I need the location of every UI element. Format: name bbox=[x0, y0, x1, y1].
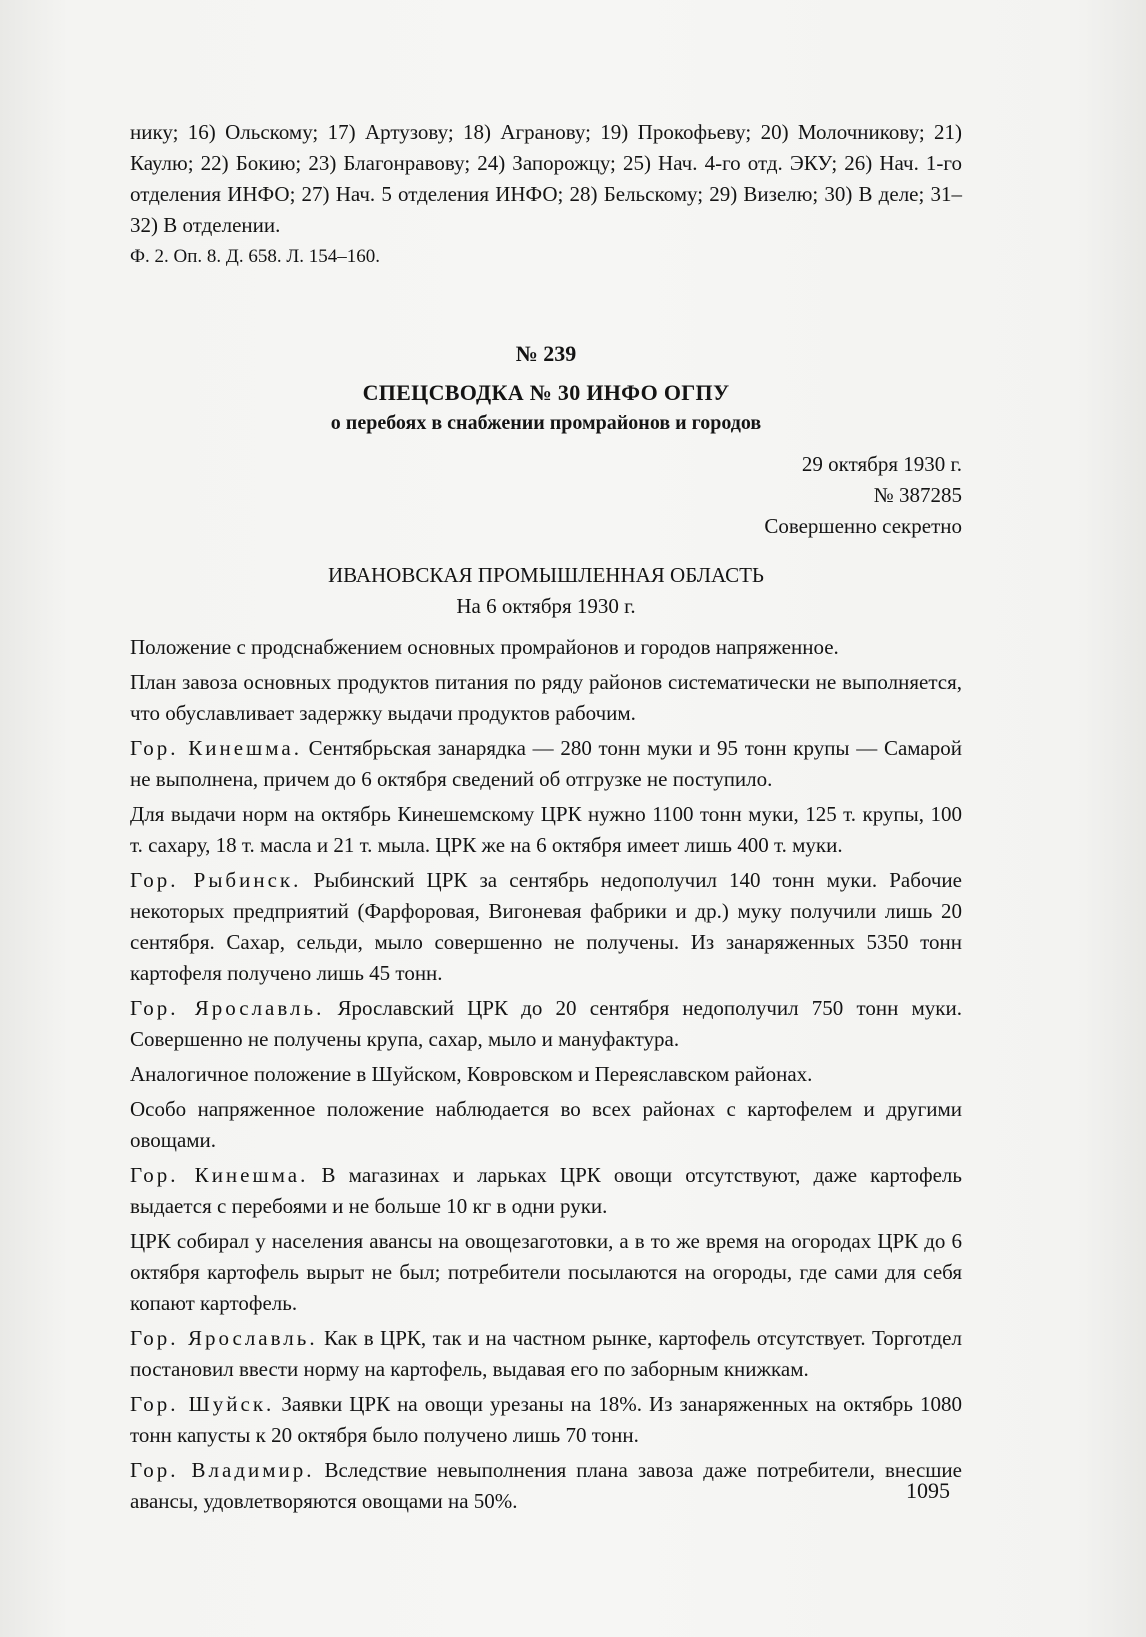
paragraph-text: Сентябрьская занарядка — 280 тонн муки и 95 тонн крупы — Самарой не выполнена, причем до 6 октября сведений об отгрузке не поступило. bbox=[130, 736, 962, 791]
city-label: Гор. Кинешма. bbox=[130, 1163, 309, 1187]
continuation-paragraph: нику; 16) Ольскому; 17) Артузову; 18) Агранову; 19) Прокофьеву; 20) Молочникову; 21) Каулю; 22) Бокию; 23) Благонравову; 24) Запорожцу; 25) Нач. 4-го отд. ЭКУ; 26) Нач. 1-го отделения ИНФО; 27) Нач. 5 отделения ИНФО; 28) Бельскому; 29) Визелю; 30) В деле; 31–32) В отделении. bbox=[130, 120, 962, 237]
body-paragraph bbox=[130, 993, 962, 1055]
body-paragraph bbox=[130, 1160, 962, 1222]
body-paragraph bbox=[130, 632, 962, 663]
body-paragraph bbox=[130, 667, 962, 729]
report-body bbox=[130, 632, 962, 1517]
document-date: 29 октября 1930 г. bbox=[801, 452, 962, 476]
city-label: Гор. Владимир. bbox=[130, 1458, 315, 1482]
body-paragraph bbox=[130, 1455, 962, 1517]
document-subtitle: о перебоях в снабжении промрайонов и городов bbox=[330, 412, 762, 434]
city-label: Гор. Шуйск. bbox=[130, 1392, 275, 1416]
region-date: На 6 октября 1930 г. bbox=[456, 594, 636, 618]
body-paragraph bbox=[130, 733, 962, 795]
paragraph-text: Рыбинский ЦРК за сентябрь недополучил 140 тонн муки. Рабочие некоторых предприятий (Фарфоровая, Вигоневая фабрики и др.) муку получили лишь 20 сентября. Сахар, сельди, мыло совершенно не получены. Из занаряженных 5350 тонн картофеля получено лишь 45 тонн. bbox=[130, 868, 962, 985]
paragraph-text: ЦРК собирал у населения авансы на овощезаготовки, а в то же время на огородах ЦРК до 6 октября картофель вырыт не был; потребители посылаются на огороды, где сами для себя копают картофель. bbox=[130, 1229, 962, 1315]
body-paragraph bbox=[130, 1323, 962, 1385]
page-content bbox=[130, 117, 962, 1517]
page-number: 1095 bbox=[906, 1478, 950, 1503]
body-paragraph bbox=[130, 1389, 962, 1451]
document-title: СПЕЦСВОДКА № 30 ИНФО ОГПУ bbox=[362, 380, 730, 405]
body-paragraph bbox=[130, 1059, 962, 1090]
document-number: № 239 bbox=[515, 341, 577, 366]
classification-label: Совершенно секретно bbox=[764, 514, 962, 538]
body-paragraph bbox=[130, 1226, 962, 1319]
archive-source-reference: Ф. 2. Оп. 8. Д. 658. Л. 154–160. bbox=[130, 246, 380, 267]
paragraph-text: Аналогичное положение в Шуйском, Ковровском и Переяславском районах. bbox=[130, 1062, 813, 1086]
paragraph-text: Как в ЦРК, так и на частном рынке, картофель отсутствует. Торготдел постановил ввести норму на картофель, выдавая его по заборным книжкам. bbox=[130, 1326, 962, 1381]
city-label: Гор. Ярославль. bbox=[130, 1326, 318, 1350]
paragraph-text: Особо напряженное положение наблюдается во всех районах с картофелем и другими овощами. bbox=[130, 1097, 962, 1152]
body-paragraph bbox=[130, 1094, 962, 1156]
body-paragraph bbox=[130, 799, 962, 861]
region-heading: ИВАНОВСКАЯ ПРОМЫШЛЕННАЯ ОБЛАСТЬ bbox=[327, 563, 764, 587]
paragraph-text: Заявки ЦРК на овощи урезаны на 18%. Из занаряженных на октябрь 1080 тонн капусты к 20 октября было получено лишь 70 тонн. bbox=[130, 1392, 962, 1447]
paragraph-text: Ярославский ЦРК до 20 сентября недополучил 750 тонн муки. Совершенно не получены крупа, сахар, мыло и мануфактура. bbox=[130, 996, 962, 1051]
body-paragraph bbox=[130, 865, 962, 989]
paragraph-text: Для выдачи норм на октябрь Кинешемскому ЦРК нужно 1100 тонн муки, 125 т. крупы, 100 т. сахару, 18 т. масла и 21 т. мыла. ЦРК же на 6 октября имеет лишь 400 т. муки. bbox=[130, 802, 962, 857]
city-label: Гор. Рыбинск. bbox=[130, 868, 302, 892]
city-label: Гор. Кинешма. bbox=[130, 736, 302, 760]
city-label: Гор. Ярославль. bbox=[130, 996, 325, 1020]
paragraph-text: План завоза основных продуктов питания по ряду районов систематически не выполняется, что обуславливает задержку выдачи продуктов рабочим. bbox=[130, 670, 962, 725]
paragraph-text: Вследствие невыполнения плана завоза даже потребители, внесшие авансы, удовлетворяются овощами на 50%. bbox=[130, 1458, 962, 1513]
registration-number: № 387285 bbox=[873, 483, 962, 507]
paragraph-text: Положение с продснабжением основных промрайонов и городов напряженное. bbox=[130, 635, 839, 659]
paragraph-text: В магазинах и ларьках ЦРК овощи отсутствуют, даже картофель выдается с перебоями и не больше 10 кг в одни руки. bbox=[130, 1163, 962, 1218]
